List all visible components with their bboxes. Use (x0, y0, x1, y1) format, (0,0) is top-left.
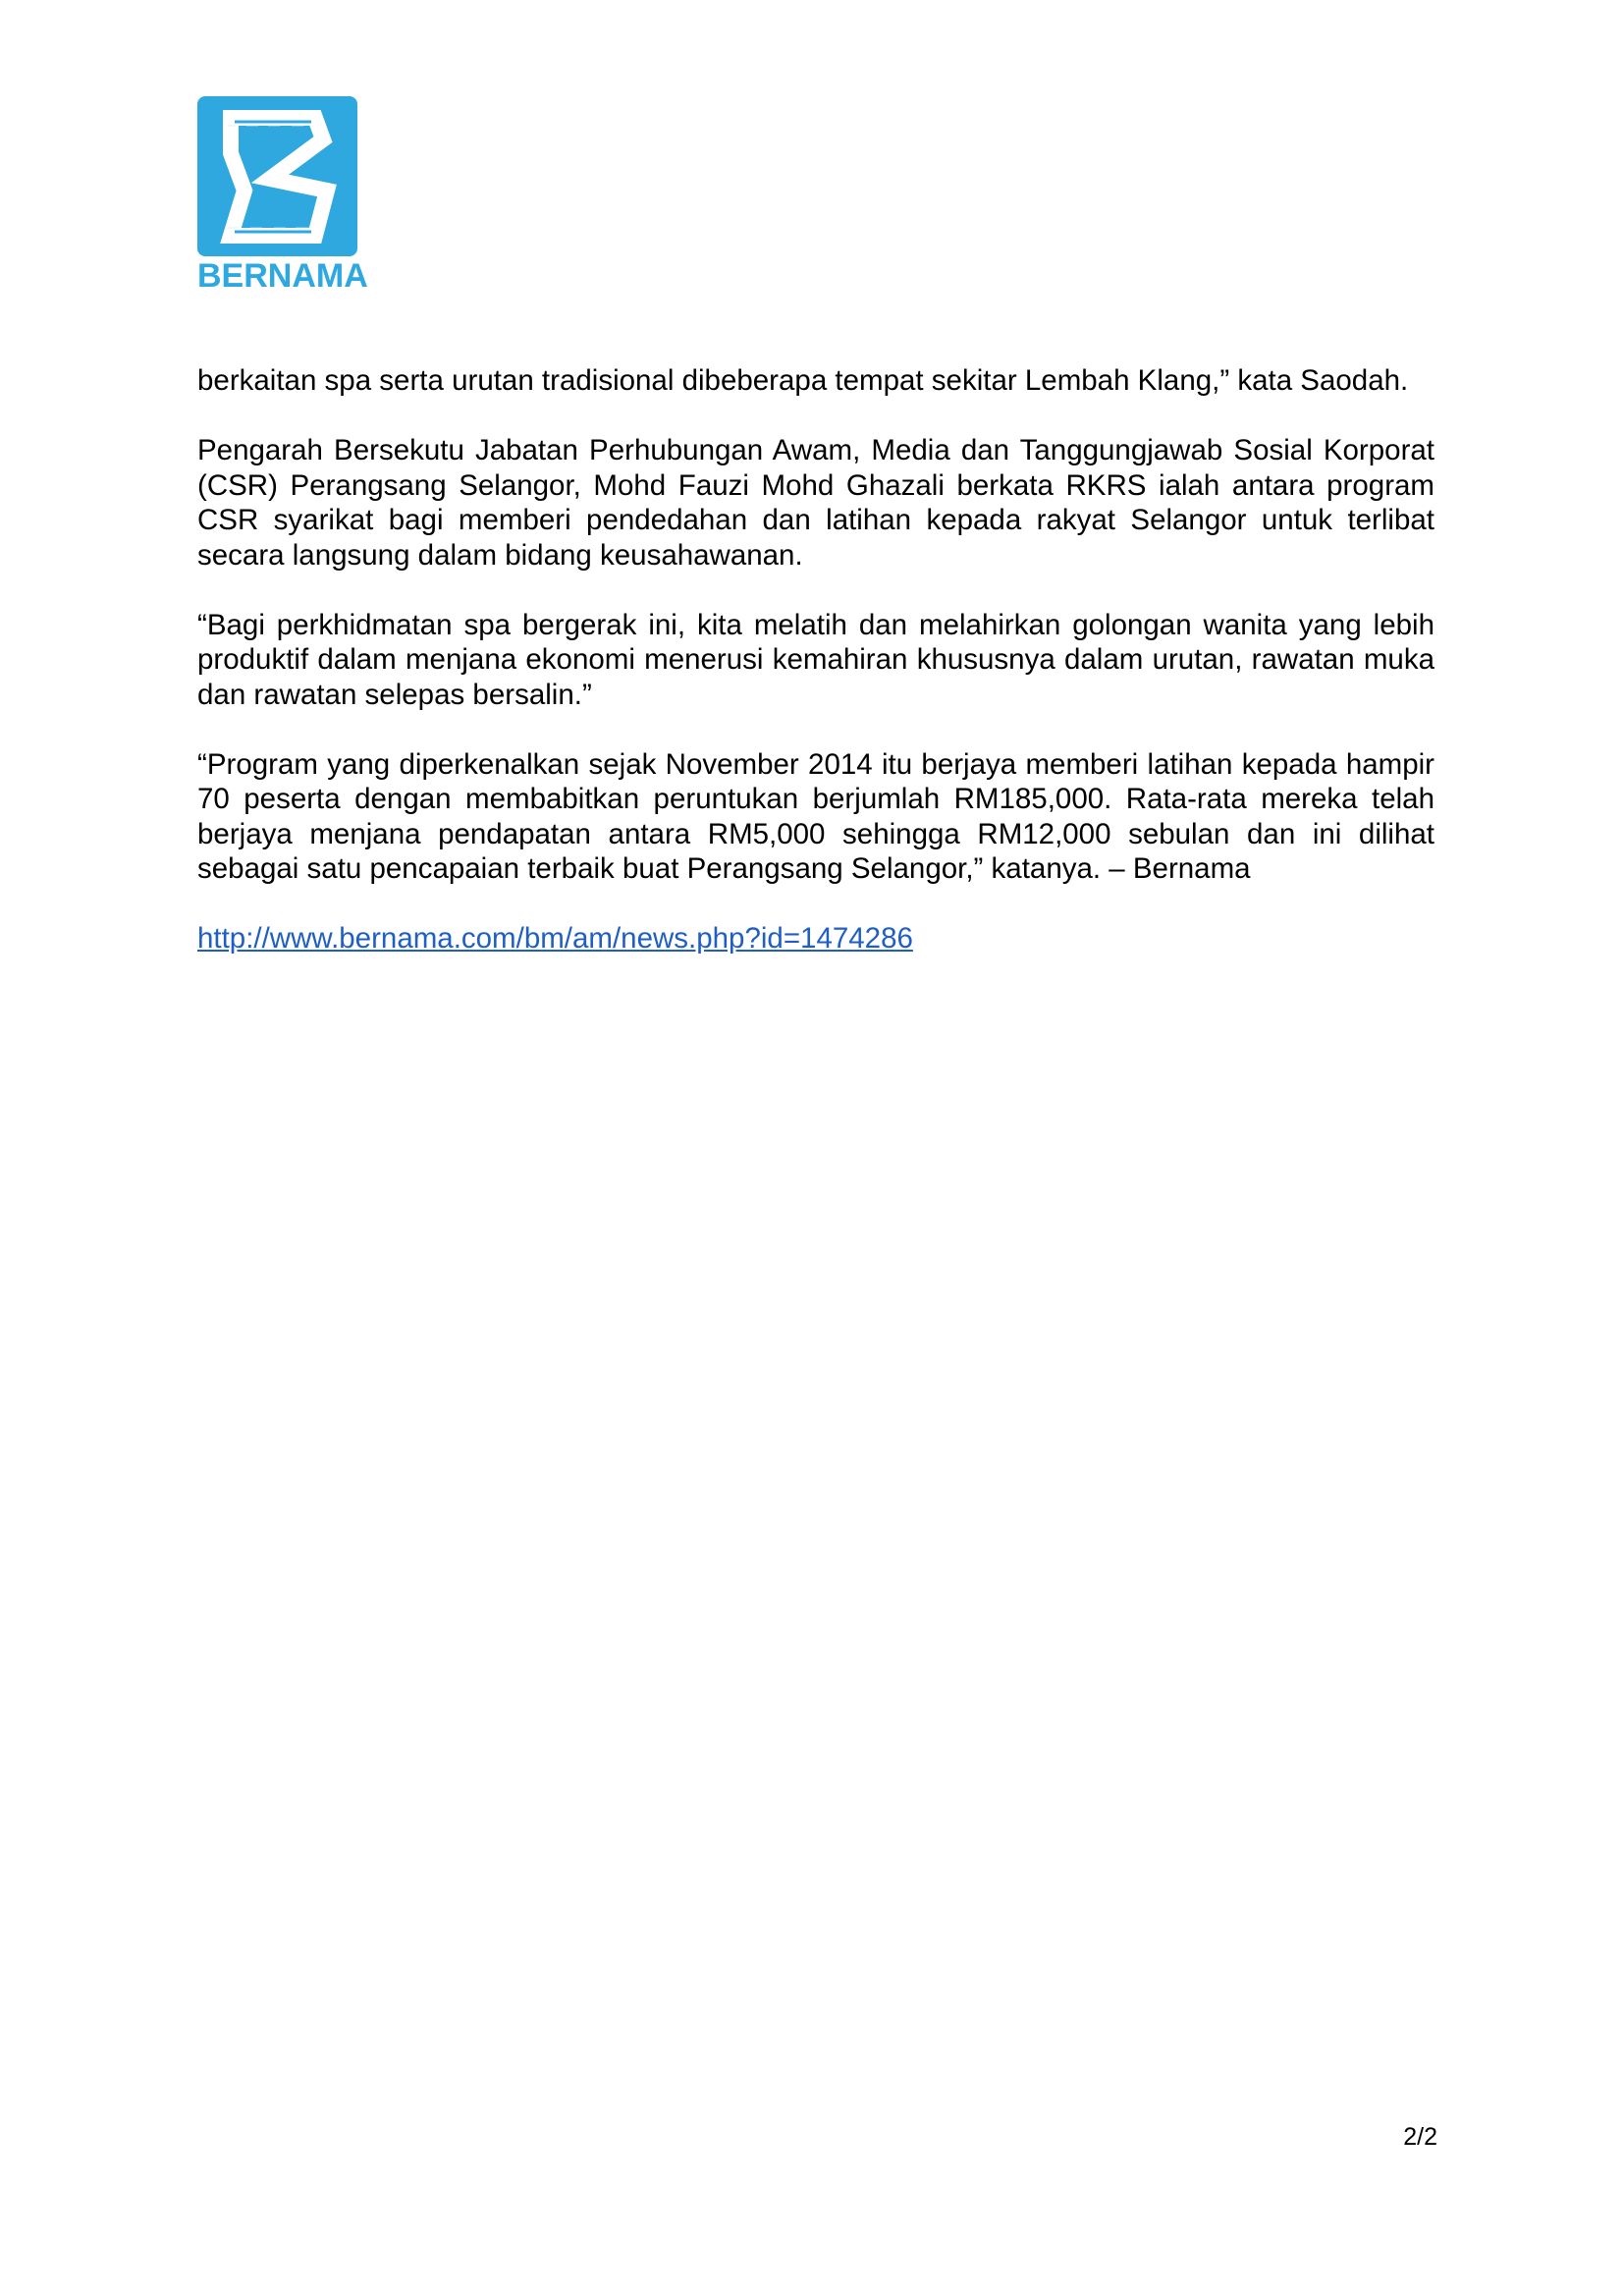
article-paragraph-1: berkaitan spa serta urutan tradisional dibeberapa tempat sekitar Lembah Klang,” kata Saodah. (197, 364, 1409, 397)
bernama-logo (197, 96, 368, 295)
bernama-logo-text: BERNAMA (197, 257, 368, 295)
page-number: 2/2 (1403, 2123, 1437, 2151)
source-link[interactable]: http://www.bernama.com/bm/am/news.php?id=1474286 (197, 922, 913, 955)
article-paragraph-2: Pengarah Bersekutu Jabatan Perhubungan Awam, Media dan Tanggungjawab Sosial Korporat (CSR) Perangsang Selangor, Mohd Fauzi Mohd Ghazali berkata RKRS ialah antara program CSR syarikat bagi memberi pendedahan dan latihan kepada rakyat Selangor untuk terlibat secara langsung dalam bidang keusahawanan. (197, 434, 1434, 572)
bernama-b-icon (197, 96, 357, 256)
bernama-logo-mark (197, 96, 357, 256)
article-paragraph-3: “Bagi perkhidmatan spa bergerak ini, kita melatih dan melahirkan golongan wanita yang lebih produktif dalam menjana ekonomi menerusi kemahiran khususnya dalam urutan, rawatan muka dan rawatan selepas bersalin.” (197, 608, 1434, 711)
article-paragraph-4: “Program yang diperkenalkan sejak November 2014 itu berjaya memberi latihan kepada hampir 70 peserta dengan membabitkan peruntukan berjumlah RM185,000. Rata-rata mereka telah berjaya menjana pendapatan antara RM5,000 sehingga RM12,000 sebulan dan ini dilihat sebagai satu pencapaian terbaik buat Perangsang Selangor,” katanya. – Bernama (197, 747, 1434, 885)
article-body (197, 363, 1434, 957)
